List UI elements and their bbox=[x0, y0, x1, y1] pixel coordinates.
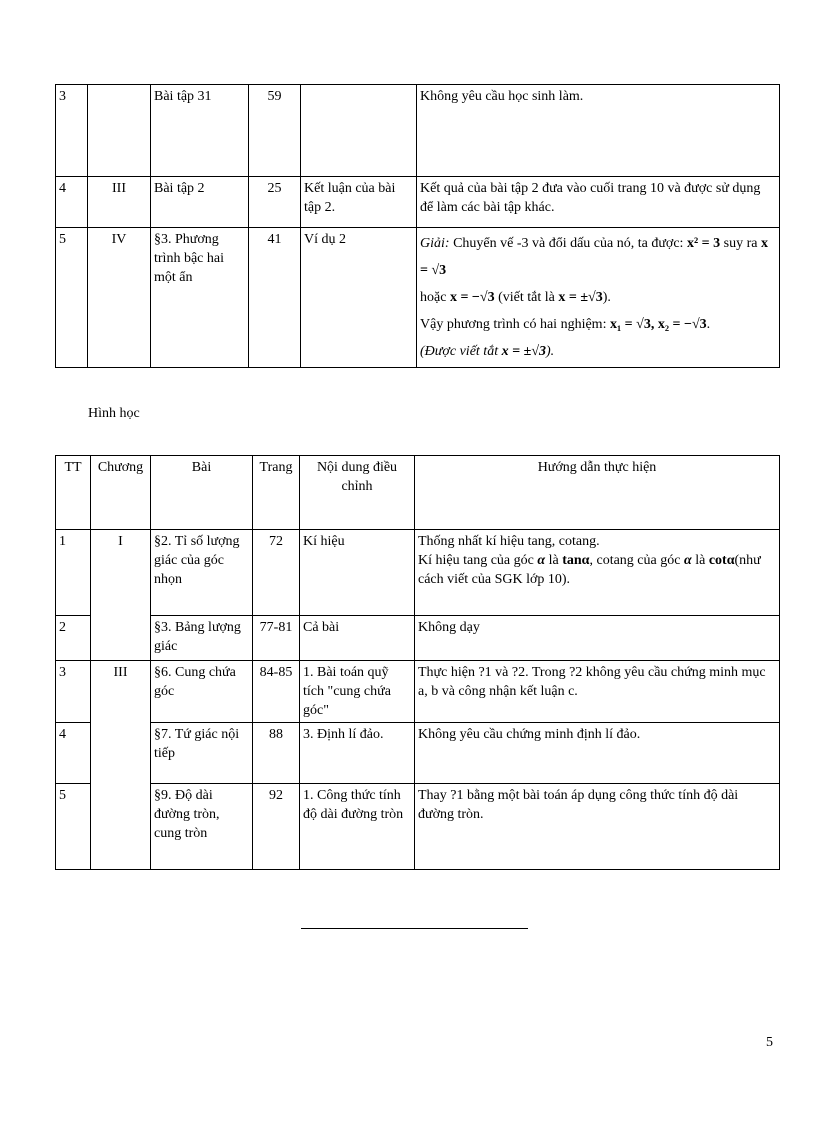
header-tt: TT bbox=[56, 456, 91, 530]
cell-noi-dung: 1. Bài toán quỹ tích "cung chứa góc" bbox=[300, 661, 415, 723]
solution-text: hoặc bbox=[420, 290, 447, 305]
cell-bai: §7. Tứ giác nội tiếp bbox=[151, 723, 253, 784]
cell-trang: 88 bbox=[253, 723, 300, 784]
cell-huong-dan: Thay ?1 bằng một bài toán áp dụng công thức tính độ dài đường tròn. bbox=[415, 784, 780, 870]
cell-noi-dung: Ví dụ 2 bbox=[301, 228, 417, 368]
cell-tt: 2 bbox=[56, 616, 91, 661]
solution-text: suy ra bbox=[723, 236, 758, 251]
guide-text: Kí hiệu tang của góc bbox=[418, 553, 534, 568]
table-row bbox=[56, 661, 780, 723]
table-header-row bbox=[56, 456, 780, 530]
cell-trang: 41 bbox=[249, 228, 301, 368]
cell-tt: 3 bbox=[56, 85, 88, 177]
header-chuong: Chương bbox=[91, 456, 151, 530]
cell-bai: §9. Độ dài đường tròn, cung tròn bbox=[151, 784, 253, 870]
cell-chuong: IV bbox=[88, 228, 151, 368]
header-trang: Trang bbox=[253, 456, 300, 530]
section-heading: Hình học bbox=[88, 406, 140, 421]
table-row bbox=[56, 85, 780, 177]
solution-line-3: Vậy phương trình có hai nghiệm: x₁ = √3, x₂ = −√3. bbox=[420, 317, 711, 332]
guide-line-1: Thống nhất kí hiệu tang, cotang. bbox=[418, 534, 600, 549]
cell-bai: §6. Cung chứa góc bbox=[151, 661, 253, 723]
cell-noi-dung: Cả bài bbox=[300, 616, 415, 661]
cell-tt: 4 bbox=[56, 723, 91, 784]
cell-noi-dung: 3. Định lí đảo. bbox=[300, 723, 415, 784]
math-expr: x = −√3 bbox=[449, 290, 495, 305]
cell-huong-dan: Không yêu cầu học sinh làm. bbox=[417, 85, 780, 177]
solution-label: Giải: bbox=[420, 236, 450, 251]
cell-huong-dan: Không yêu cầu chứng minh định lí đảo. bbox=[415, 723, 780, 784]
cell-chuong: III bbox=[88, 177, 151, 228]
cell-trang: 77-81 bbox=[253, 616, 300, 661]
solution-text: (viết tắt là bbox=[498, 290, 555, 305]
cell-trang: 92 bbox=[253, 784, 300, 870]
guide-text: (như cách viết của SGK lớp 10). bbox=[418, 553, 761, 587]
table-row bbox=[56, 228, 780, 368]
cell-noi-dung: 1. Công thức tính độ dài đường tròn bbox=[300, 784, 415, 870]
cell-tt: 3 bbox=[56, 661, 91, 723]
cell-huong-dan: Thực hiện ?1 và ?2. Trong ?2 không yêu cầu chứng minh mục a, b và công nhận kết luận c. bbox=[415, 661, 780, 723]
cell-trang: 72 bbox=[253, 530, 300, 616]
math-expr: x₁ = √3, x₂ = −√3 bbox=[609, 317, 707, 332]
alpha-symbol: α bbox=[537, 553, 546, 568]
cell-chuong bbox=[88, 85, 151, 177]
tan-symbol: tanα bbox=[562, 553, 590, 568]
guide-text: , cotang của góc bbox=[589, 553, 681, 568]
cell-trang: 84-85 bbox=[253, 661, 300, 723]
cell-noi-dung: Kí hiệu bbox=[300, 530, 415, 616]
cell-trang: 25 bbox=[249, 177, 301, 228]
cell-noi-dung bbox=[301, 85, 417, 177]
cell-huong-dan bbox=[417, 228, 780, 368]
cot-symbol: cotα bbox=[708, 553, 735, 568]
cell-huong-dan: Kết quả của bài tập 2 đưa vào cuối trang 10 và được sử dụng để làm các bài tập khác. bbox=[417, 177, 780, 228]
alpha-symbol: α bbox=[683, 553, 692, 568]
cell-huong-dan bbox=[415, 530, 780, 616]
geometry-table bbox=[55, 455, 780, 870]
guide-text: là bbox=[695, 553, 706, 568]
math-expr: x = √3 bbox=[420, 236, 768, 278]
cell-bai: §3. Phương trình bậc hai một ẩn bbox=[151, 228, 249, 368]
cell-tt: 5 bbox=[56, 228, 88, 368]
algebra-table bbox=[55, 84, 780, 368]
cell-huong-dan: Không dạy bbox=[415, 616, 780, 661]
solution-line-4 bbox=[420, 338, 776, 365]
solution-line-2 bbox=[420, 284, 776, 311]
table-row bbox=[56, 616, 780, 661]
math-expr: x² = 3 bbox=[686, 236, 721, 251]
header-huong-dan: Hướng dẫn thực hiện bbox=[415, 456, 780, 530]
solution-text: Vậy phương trình có hai nghiệm: bbox=[420, 317, 607, 332]
cell-noi-dung: Kết luận của bài tập 2. bbox=[301, 177, 417, 228]
guide-text: là bbox=[548, 553, 559, 568]
table-row bbox=[56, 530, 780, 616]
math-expr: x = ±√3 bbox=[558, 290, 603, 305]
cell-bai: Bài tập 31 bbox=[151, 85, 249, 177]
footer-divider bbox=[301, 928, 528, 929]
cell-trang: 59 bbox=[249, 85, 301, 177]
solution-text: (Được viết tắt bbox=[420, 344, 499, 359]
solution-text: ). bbox=[602, 290, 611, 305]
header-noi-dung: Nội dung điều chỉnh bbox=[300, 456, 415, 530]
cell-bai: §3. Bảng lượng giác bbox=[151, 616, 253, 661]
cell-chuong: I bbox=[91, 530, 151, 661]
cell-chuong: III bbox=[91, 661, 151, 870]
page-number: 5 bbox=[766, 1035, 773, 1050]
solution-text: Chuyển vế -3 và đổi dấu của nó, ta được: bbox=[453, 236, 684, 251]
cell-bai: Bài tập 2 bbox=[151, 177, 249, 228]
header-bai: Bài bbox=[151, 456, 253, 530]
cell-tt: 4 bbox=[56, 177, 88, 228]
table-row bbox=[56, 177, 780, 228]
table-row bbox=[56, 784, 780, 870]
cell-bai: §2. Tỉ số lượng giác của góc nhọn bbox=[151, 530, 253, 616]
solution-line-1 bbox=[420, 230, 776, 284]
table-row bbox=[56, 723, 780, 784]
solution-text: ). bbox=[545, 344, 555, 359]
cell-tt: 5 bbox=[56, 784, 91, 870]
math-expr: x = ±√3 bbox=[501, 344, 546, 359]
cell-tt: 1 bbox=[56, 530, 91, 616]
